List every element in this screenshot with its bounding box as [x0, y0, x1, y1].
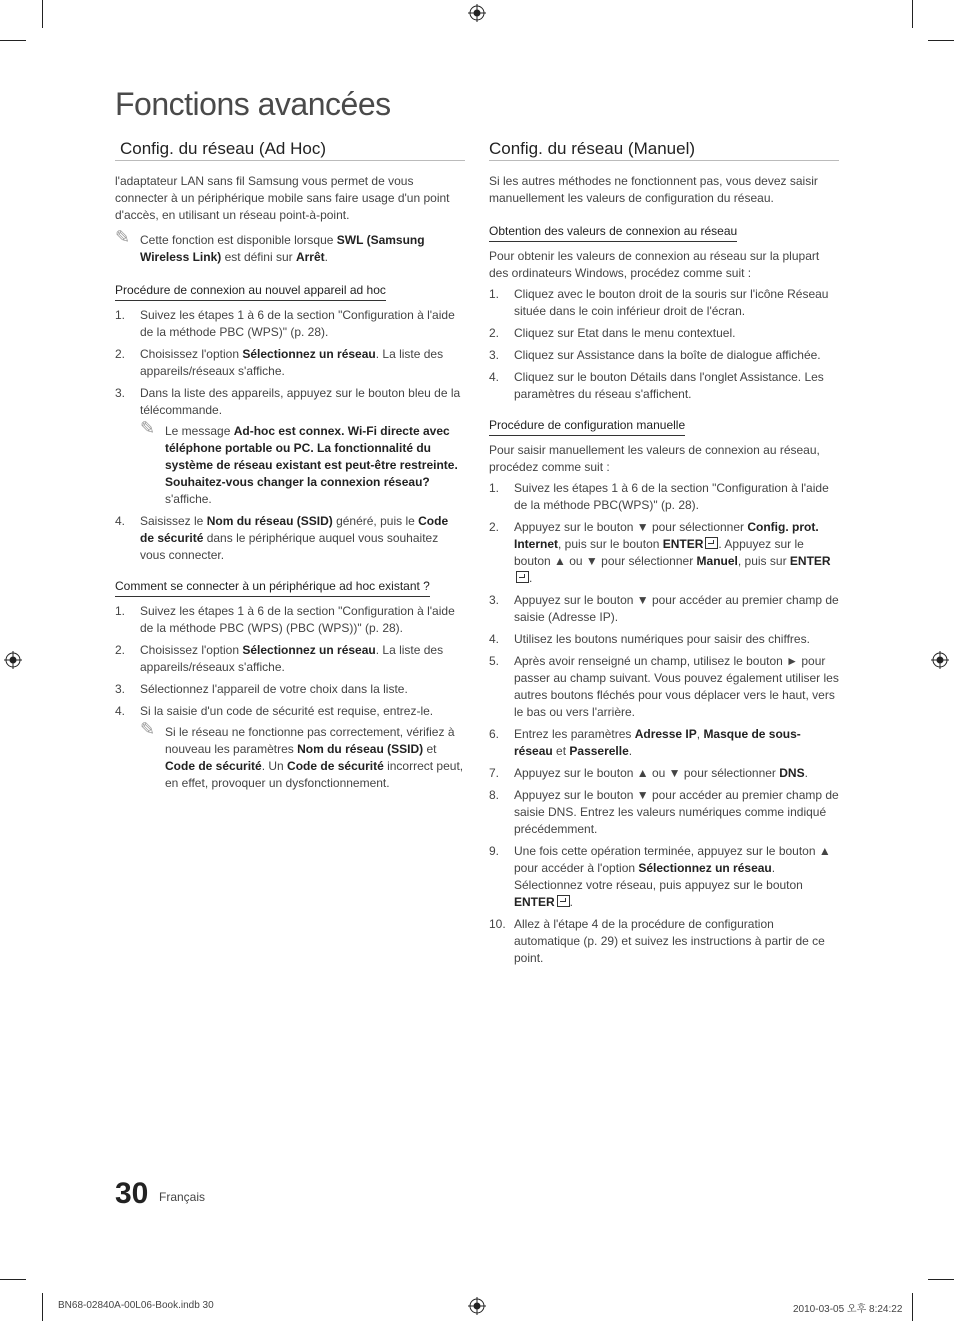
- crop-mark: [928, 1279, 954, 1280]
- note: ✎ Si le réseau ne fonctionne pas correctement, vérifiez à nouveau les paramètres Nom du réseau (SSID) et Code de sécurité. Un Code de sécurité incorrect peut, en effet, provoquer un dysfonctionnement.: [140, 719, 464, 790]
- note: ✎ Cette fonction est disponible lorsque SWL (Samsung Wireless Link) est défini sur Arrêt.: [115, 227, 425, 264]
- registration-mark-icon: [931, 651, 949, 669]
- print-timestamp: 2010-03-05 오후 8:24:22: [793, 1304, 903, 1315]
- list-item: 7. Appuyez sur le bouton ▲ ou ▼ pour sélectionner DNS.: [489, 766, 808, 780]
- enter-button-icon: [705, 537, 718, 549]
- list-item: 4. Saisissez le Nom du réseau (SSID) généré, puis le Code de sécurité dans le périphérique auquel vous souhaitez vous connecter.: [115, 514, 449, 562]
- page-language: Français: [159, 1190, 206, 1204]
- list-item: 1. Cliquez avec le bouton droit de la souris sur l'icône Réseau située dans le coin inférieur droit de l'écran.: [489, 287, 829, 318]
- list-item: 1. Suivez les étapes 1 à 6 de la section "Configuration à l'aide de la méthode PBC (WPS)" (p. 28).: [115, 308, 455, 339]
- list-item: 2. Choisissez l'option Sélectionnez un réseau. La liste des appareils/réseaux s'affiche.: [115, 643, 444, 674]
- list-item: 3. Sélectionnez l'appareil de votre choix dans la liste.: [115, 682, 408, 696]
- list-item: 3. Appuyez sur le bouton ▼ pour accéder au premier champ de saisie (Adresse IP).: [489, 593, 839, 624]
- list-item: 1. Suivez les étapes 1 à 6 de la section "Configuration à l'aide de la méthode PBC(WPS)" (p. 28).: [489, 481, 829, 512]
- enter-button-icon: [516, 571, 529, 583]
- crop-mark: [912, 1293, 913, 1321]
- intro-paragraph: l'adaptateur LAN sans fil Samsung vous permet de vous connecter à un périphérique mobile sans faire usage d'un point d'accès, en utilisant un réseau point-à-point.: [115, 174, 450, 222]
- step-list: [489, 480, 839, 967]
- crop-mark: [912, 0, 913, 28]
- list-item: 5. Après avoir renseigné un champ, utilisez le bouton ► pour passer au champ suivant. Vous pouvez également utiliser les autres boutons fléchés pour vous déplacer vers le haut, vers le bas ou vers l'arrière.: [489, 654, 839, 719]
- subsection-title: Obtention des valeurs de connexion au réseau: [489, 223, 737, 242]
- section-heading-adhoc: Config. du réseau (Ad Hoc): [115, 140, 465, 161]
- pencil-note-icon: ✎: [115, 227, 131, 247]
- list-item: 2. Appuyez sur le bouton ▼ pour sélectionner Config. prot. Internet, puis sur le bouton ENTER . Appuyez sur le bouton ▲ ou ▼ pour sélectionner Manuel, puis sur ENTER.: [489, 520, 831, 585]
- list-item: 2. Cliquez sur Etat dans le menu contextuel.: [489, 326, 736, 340]
- note: ✎ Le message Ad-hoc est connex. Wi-Fi directe avec téléphone portable ou PC. La fonctionnalité du système de réseau existant est peut-être restreinte. Souhaitez-vous changer la connexion réseau? s'affiche.: [140, 418, 458, 506]
- page-title: Fonctions avancées: [115, 86, 391, 122]
- registration-mark-icon: [468, 1297, 486, 1315]
- crop-mark: [0, 1279, 26, 1280]
- crop-mark: [42, 1293, 43, 1321]
- registration-mark-icon: [4, 651, 22, 669]
- crop-mark: [42, 0, 43, 28]
- subsection-title: Procédure de connexion au nouvel appareil ad hoc: [115, 282, 386, 301]
- step-list: [115, 307, 465, 564]
- subsection-title: Procédure de configuration manuelle: [489, 417, 685, 436]
- page-number: 30: [115, 1177, 149, 1210]
- list-item: 8. Appuyez sur le bouton ▼ pour accéder au premier champ de saisie DNS. Entrez les valeurs numériques comme indiqué précédemment.: [489, 788, 839, 836]
- right-column: [489, 140, 839, 973]
- step-list: [115, 603, 465, 792]
- list-item: 10. Allez à l'étape 4 de la procédure de configuration automatique (p. 29) et suivez les instructions à partir de ce point.: [489, 917, 825, 965]
- subsection-title: Comment se connecter à un périphérique ad hoc existant ?: [115, 578, 430, 597]
- crop-mark: [928, 40, 954, 41]
- list-item: 4. Si la saisie d'un code de sécurité est requise, entrez-le. ✎ Si le réseau ne fonctionne pas correctement, vérifiez à nouveau les paramètres Nom du réseau (SSID) et Code de sécurité. Un Code de sécurité incorrect peut, en effet, provoquer un dysfonctionnement.: [115, 704, 464, 790]
- list-item: 1. Suivez les étapes 1 à 6 de la section "Configuration à l'aide de la méthode PBC (WPS) (PBC (WPS))" (p. 28).: [115, 604, 455, 635]
- enter-button-icon: [557, 895, 570, 907]
- list-item: 2. Choisissez l'option Sélectionnez un réseau. La liste des appareils/réseaux s'affiche.: [115, 347, 444, 378]
- step-list: [489, 286, 839, 403]
- print-file-info: BN68-02840A-00L06-Book.indb 30: [58, 1300, 214, 1311]
- crop-mark: [0, 40, 26, 41]
- subsection-intro: Pour saisir manuellement les valeurs de connexion au réseau, procédez comme suit :: [489, 443, 820, 474]
- left-column: [115, 140, 465, 798]
- list-item: 4. Cliquez sur le bouton Détails dans l'onglet Assistance. Les paramètres du réseau s'affichent.: [489, 370, 824, 401]
- pencil-note-icon: ✎: [140, 719, 156, 739]
- list-item: 4. Utilisez les boutons numériques pour saisir des chiffres.: [489, 632, 810, 646]
- list-item: 3. Cliquez sur Assistance dans la boîte de dialogue affichée.: [489, 348, 821, 362]
- registration-mark-icon: [468, 4, 486, 22]
- pencil-note-icon: ✎: [140, 418, 156, 438]
- list-item: 9. Une fois cette opération terminée, appuyez sur le bouton ▲ pour accéder à l'option Sélectionnez un réseau. Sélectionnez votre réseau, puis appuyez sur le bouton ENTER .: [489, 844, 831, 909]
- intro-paragraph: Si les autres méthodes ne fonctionnent pas, vous devez saisir manuellement les valeurs de configuration du réseau.: [489, 174, 818, 205]
- list-item: 6. Entrez les paramètres Adresse IP, Masque de sous-réseau et Passerelle.: [489, 727, 801, 758]
- list-item: 3. Dans la liste des appareils, appuyez sur le bouton bleu de la télécommande. ✎ Le message Ad-hoc est connex. Wi-Fi directe avec téléphone portable ou PC. La fonctionnalité du système de réseau existant est peut-être restreinte. Souhaitez-vous changer la connexion réseau? s'affiche.: [115, 385, 465, 508]
- section-heading-manual: Config. du réseau (Manuel): [489, 140, 839, 161]
- subsection-intro: Pour obtenir les valeurs de connexion au réseau sur la plupart des ordinateurs Windows, procédez comme suit :: [489, 249, 820, 280]
